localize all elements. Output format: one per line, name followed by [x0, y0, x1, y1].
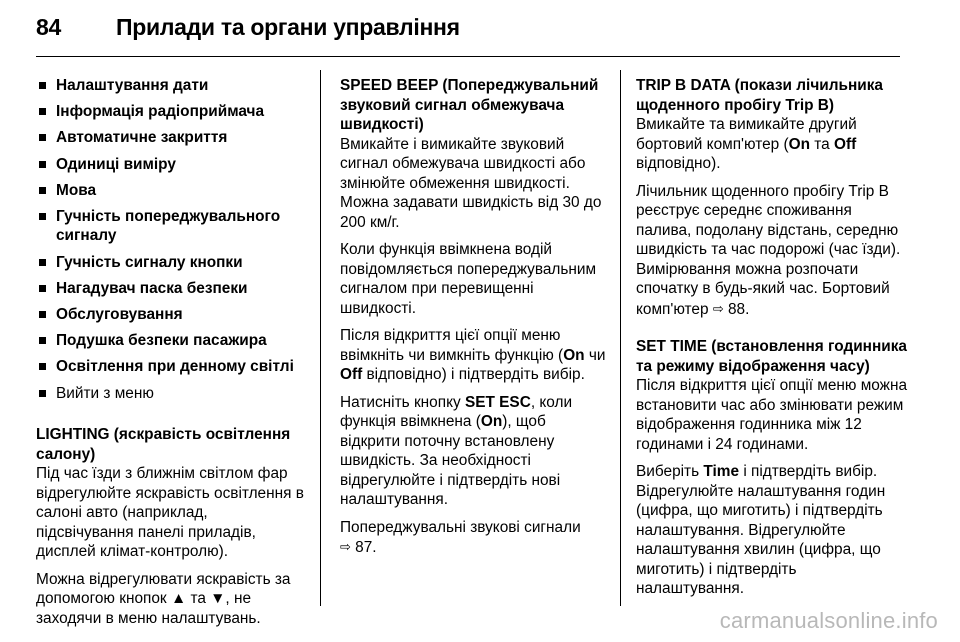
column-divider-2: [620, 70, 621, 606]
square-bullet-icon: [39, 213, 46, 220]
trip-b-paragraph-1: Вмикайте та вимикайте другий бортовий комп'ютер (On та Off відповідно).: [636, 116, 857, 172]
settings-menu-list: [36, 76, 308, 403]
lighting-paragraph-1: Під час їзди з ближнім світлом фар відрегулюйте яскравість освітлення в салоні авто (наприклад, підсвічування панелі приладів, дисплей клімат-контролю).: [36, 465, 304, 561]
speed-beep-heading: SPEED BEEP (Попереджувальний звуковий сигнал обмежувача швидкості): [340, 77, 599, 133]
square-bullet-icon: [39, 363, 46, 370]
down-arrow-icon: ▼: [210, 590, 226, 608]
page-number: 84: [36, 14, 61, 40]
square-bullet-icon: [39, 187, 46, 194]
set-time-paragraph-1: Після відкриття цієї опції меню можна встановити час або змінювати режим відображення годинника між 12 годинами і 24 годинами.: [636, 377, 908, 453]
menu-item: Інформація радіоприймача: [36, 102, 308, 122]
set-time-paragraph-2: Виберіть Time і підтвердіть вибір. Відрегулюйте налаштування годин (цифра, що миготить) і підтвердіть налаштування. Відрегулюйте налаштування хвилин (цифра, що миготить) і підтвердіть налаштування.: [636, 463, 886, 597]
square-bullet-icon: [39, 285, 46, 292]
menu-item: Налаштування дати: [36, 76, 308, 96]
menu-item: Освітлення при денному світлі: [36, 357, 308, 377]
set-time-heading: SET TIME (встановлення годинника та режиму відображення часу): [636, 338, 907, 375]
menu-item: Мова: [36, 181, 308, 201]
speed-beep-paragraph-2: Коли функція ввімкнена водій повідомляється попереджувальним сигналом при перевищенні швидкості.: [340, 241, 597, 317]
page-reference: 88.: [723, 300, 750, 318]
speed-beep-paragraph-1: Вмикайте і вимикайте звуковий сигнал обмежувача швидкості або змінюйте обмеження швидкості. Можна задавати швидкість від 30 до 200 км/г.: [340, 135, 602, 231]
menu-item: Автоматичне закриття: [36, 128, 308, 148]
square-bullet-icon: [39, 161, 46, 168]
trip-b-paragraph-2: Лічильник щоденного пробігу Trip B реєструє середнє споживання палива, подолану відстань, середню швидкість та час подорожі (час їзди). Вимірювання можна розпочати спочатку в будь-який час. Бортовий комп'ютер ⇨ 88.: [636, 182, 901, 318]
menu-item: Подушка безпеки пасажира: [36, 331, 308, 351]
speed-beep-paragraph-3: Після відкриття цієї опції меню ввімкніть чи вимкніть функцію (On чи Off відповідно) і підтвердіть вибір.: [340, 327, 606, 383]
column-3: [636, 76, 908, 607]
square-bullet-icon: [39, 337, 46, 344]
column-1: [36, 76, 308, 636]
column-2: [340, 76, 606, 566]
menu-item: Одиниці виміру: [36, 155, 308, 175]
speed-beep-paragraph-5: Попереджувальні звукові сигнали ⇨ 87.: [340, 518, 581, 556]
menu-item: Нагадувач паска безпеки: [36, 279, 308, 299]
page-reference-icon: ⇨: [340, 539, 351, 554]
speed-beep-paragraph-4: Натисніть кнопку SET ESC, коли функція ввімкнена (On), щоб відкрити поточну встановлену швидкість. За необхідності відрегулюйте і підтвердіть нові налаштування.: [340, 393, 573, 508]
page-reference: 87.: [350, 539, 377, 556]
square-bullet-icon: [39, 390, 46, 397]
square-bullet-icon: [39, 311, 46, 318]
page-title: Прилади та органи управління: [116, 14, 460, 40]
square-bullet-icon: [39, 134, 46, 141]
menu-item: Гучність попереджувального сигналу: [36, 207, 308, 246]
lighting-heading: LIGHTING (яскравість освітлення салону): [36, 426, 291, 463]
lighting-paragraph-2: Можна відрегулювати яскравість за допомогою кнопок ▲ та ▼, не заходячи в меню налаштувань.: [36, 570, 291, 627]
watermark: carmanualsonline.info: [719, 608, 938, 633]
menu-item: Обслуговування: [36, 305, 308, 325]
page-reference-icon: ⇨: [712, 300, 724, 316]
up-arrow-icon: ▲: [170, 590, 187, 608]
square-bullet-icon: [39, 108, 46, 115]
menu-item: Гучність сигналу кнопки: [36, 253, 308, 273]
trip-b-heading: TRIP B DATA (покази лічильника щоденного пробігу Trip B): [636, 77, 883, 114]
square-bullet-icon: [39, 82, 46, 89]
menu-item-exit: Вийти з меню: [36, 384, 308, 404]
header-divider: [36, 56, 900, 57]
column-divider-1: [320, 70, 321, 606]
square-bullet-icon: [39, 259, 46, 266]
